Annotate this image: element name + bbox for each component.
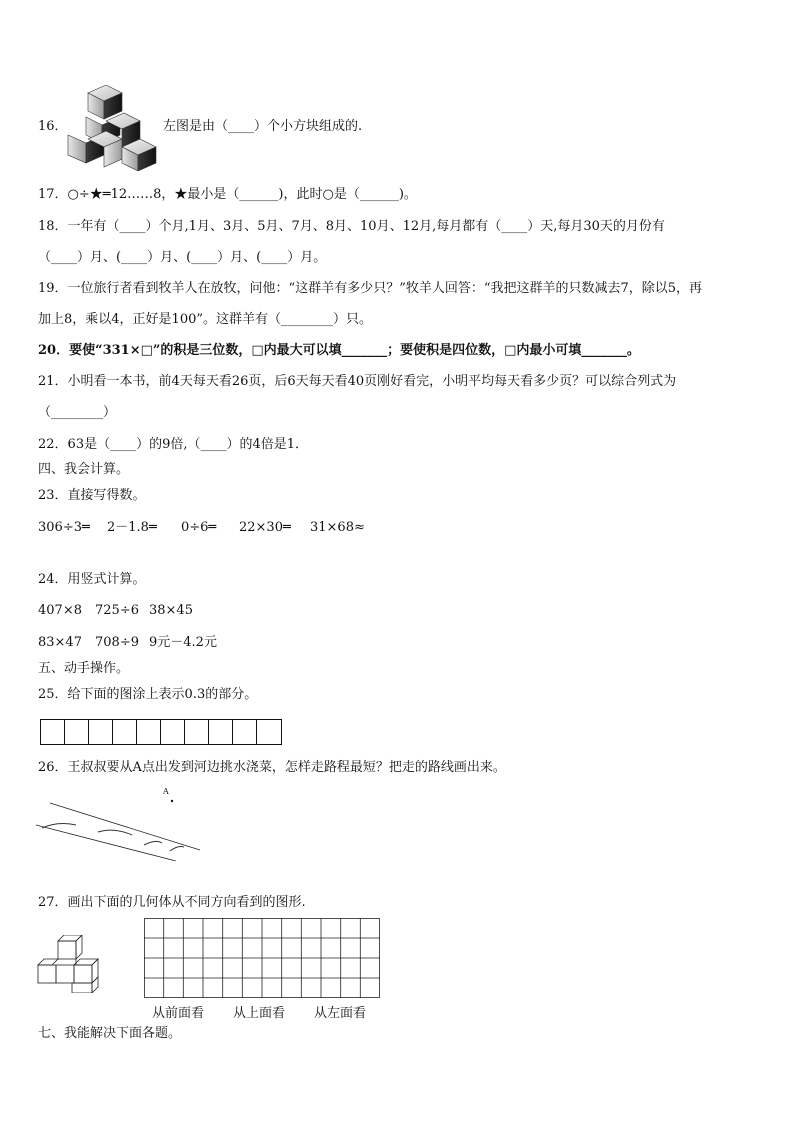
q16-number: 16．	[38, 119, 68, 134]
strip-cell[interactable]	[233, 720, 257, 744]
q18-line1: 18．一年有（____）个月,1月、3月、5月、7月、8月、10月、12月,每月都有（____）天,每月30天的月份有	[38, 219, 665, 234]
strip-cell[interactable]	[65, 720, 89, 744]
q23-item-5: 31×68≈	[310, 520, 365, 535]
shading-strip[interactable]	[40, 719, 282, 745]
q18-line2: （____）月、(____）月、(____）月、(____）月。	[38, 250, 327, 265]
q17-text: 17．○÷★═12……8，★最小是（______)，此时○是（______)。	[38, 187, 417, 202]
view-label-top: 从上面看	[233, 1006, 286, 1021]
point-a-label: A	[163, 787, 169, 796]
section-5-heading: 五、动手操作。	[38, 661, 130, 676]
strip-cell[interactable]	[89, 720, 113, 744]
drawing-grid[interactable]	[144, 918, 380, 998]
strip-cell[interactable]	[257, 720, 281, 744]
q23-item-3: 0÷6═	[181, 520, 217, 535]
q24-expr-5: 708÷9	[95, 635, 139, 650]
strip-cell[interactable]	[185, 720, 209, 744]
q22-text: 22．63是（____）的9倍,（____）的4倍是1．	[38, 437, 309, 452]
q25-title: 25．给下面的图涂上表示0.3的部分。	[38, 687, 258, 702]
q21-line1: 21．小明看一本书，前4天每天看26页，后6天每天看40页刚好看完，小明平均每天看多少页？可以综合列式为	[38, 374, 677, 389]
q27-title: 27．画出下面的几何体从不同方向看到的图形.	[38, 895, 306, 910]
q21-line2: （________）	[38, 405, 117, 420]
q24-expr-3: 38×45	[149, 603, 193, 618]
view-label-front: 从前面看	[152, 1006, 205, 1021]
strip-cell[interactable]	[113, 720, 137, 744]
q24-expr-4: 83×47	[38, 635, 82, 650]
section-7-heading: 七、我能解决下面各题。	[38, 1026, 182, 1041]
q23-title: 23．直接写得数。	[38, 488, 146, 503]
q23-item-4: 22×30═	[239, 520, 291, 535]
geometric-solid-figure	[36, 935, 108, 993]
q23-item-1: 306÷3═	[38, 520, 90, 535]
q19-line2: 加上8，乘以4，正好是100”。这群羊有（________）只。	[38, 312, 373, 327]
section-4-heading: 四、我会计算。	[38, 462, 130, 477]
river-figure	[36, 785, 206, 861]
strip-cell[interactable]	[41, 720, 65, 744]
q26-title: 26．王叔叔要从A点出发到河边挑水浇菜，怎样走路程最短？把走的路线画出来。	[38, 760, 506, 775]
q23-item-2: 2－1.8═	[107, 520, 157, 535]
q20-text: 20．要使“331×□”的积是三位数，□内最大可以填_______；要使积是四位数，□内最小可填_______。	[38, 343, 640, 358]
q19-line1: 19．一位旅行者看到牧羊人在放牧，问他：“这群羊有多少只？”牧羊人回答：“我把这群羊的只数减去7，除以5，再	[38, 281, 703, 296]
q24-expr-1: 407×8	[38, 603, 82, 618]
strip-cell[interactable]	[137, 720, 161, 744]
stacked-cubes-figure	[66, 85, 158, 171]
view-label-left: 从左面看	[314, 1006, 367, 1021]
strip-cell[interactable]	[161, 720, 185, 744]
strip-cell[interactable]	[209, 720, 233, 744]
q24-expr-2: 725÷6	[95, 603, 139, 618]
q16-text: 左图是由（____）个小方块组成的.	[163, 119, 363, 134]
q24-expr-6: 9元－4.2元	[149, 635, 217, 650]
q24-title: 24．用竖式计算。	[38, 572, 146, 587]
